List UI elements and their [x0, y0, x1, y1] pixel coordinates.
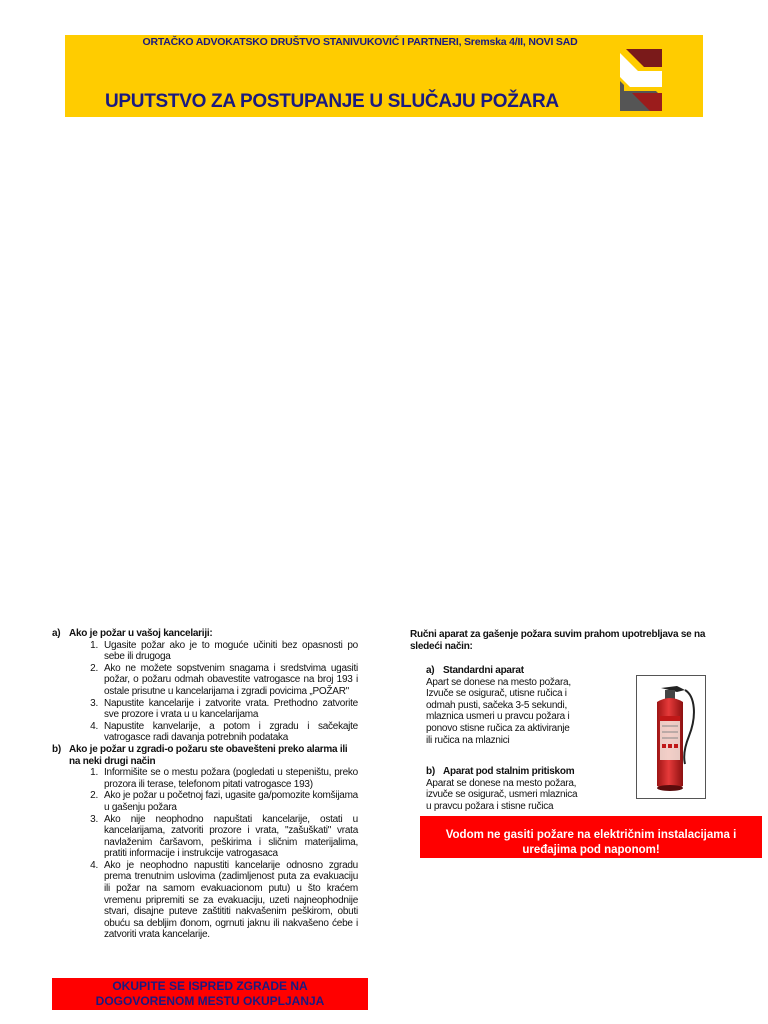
list-item: 1. Informišite se o mestu požara (pogledati u stepeništu, preko prozora ili terase, telefonom pitati vatrogasce 193): [90, 767, 358, 790]
building-steps: [52, 767, 358, 941]
header-banner: [65, 35, 703, 117]
list-item: 2. Ako je požar u početnoj fazi, ugasite ga/pomozite komšijama u gašenju požara: [90, 790, 358, 813]
gathering-notice: OKUPITE SE ISPRED ZGRADE NA DOGOVORENOM MESTU OKUPLJANJA: [52, 978, 368, 1010]
electrical-warning: Vodom ne gasiti požare na električnim instalacijama i uređajima pod naponom!: [420, 816, 762, 858]
list-item: 4. Ako je neophodno napustiti kancelarije odnosno zgradu prema trenutnim uslovima (zadimljenost puta za evakuaciju ili požar na samom evakuacionom putu) u što kraćem vremenu pripremiti se za evakuaciju, uzeti najneophodnije stvari, disajne puteve zaštititi nakvašenim peškirom, obuti obuću sa debljim đonom, ogrnuti jaknu ili nakvašeno ćebe i zatvoriti vrata kancelarije.: [90, 859, 358, 941]
fire-extinguisher-photo: [636, 675, 706, 799]
list-item: 4. Napustite kanvelarije, a potom i zgradu i sačekajte vatrogasce radi davanja potrebnih podataka: [90, 720, 358, 744]
firm-address: ORTAČKO ADVOKATSKO DRUŠTVO STANIVUKOVIĆ I PARTNERI, Sremska 4/II, NOVI SAD: [142, 36, 578, 48]
fire-procedures: [52, 628, 358, 941]
page-title: UPUTSTVO ZA POSTUPANJE U SLUČAJU POŽARA: [105, 91, 559, 112]
extinguisher-intro: Ručni aparat za gašenje požara suvim prahom upotrebljava se na sledeći način:: [410, 629, 706, 652]
section-heading-building: b) Ako je požar u zgradi-o požaru ste obavešteni preko alarma ili na neki drugi način: [52, 743, 348, 767]
list-item: 1. Ugasite požar ako je to moguće učiniti bez opasnosti po sebe ili drugoga: [90, 639, 358, 663]
office-steps: [52, 640, 358, 744]
list-item: 3. Napustite kancelarije i zatvorite vrata. Prethodno zatvorite sve prozore i vrata u u kancelarijama: [90, 697, 358, 721]
fire-extinguisher-icon: [637, 676, 705, 798]
standard-extinguisher: a) Standardni aparat Apart se donese na mesto požara, Izvuče se osigurač, utisne ručica i odmah pusti, sačeka 3-5 sekundi, mlaznica usmeri u pravcu požara i ponovo stisne ručica za aktiviranje ili ručica na mlaznici: [426, 665, 571, 746]
list-item: 2. Ako ne možete sopstvenim snagama i sredstvima ugasiti požar, o požaru odmah obavestite vatrogasce na broj 193 i ostale prisutne u kancelarijama i zgradi povicima „POŽAR": [90, 662, 358, 697]
section-heading-office: a) Ako je požar u vašoj kancelariji:: [52, 628, 213, 639]
extinguisher-instructions: [410, 629, 710, 812]
pressure-extinguisher: b) Aparat pod stalnim pritiskom Aparat se donese na mesto požara, izvuče se osigurač, usmeri mlaznica u pravcu požara i stisne ručica: [426, 766, 578, 812]
firm-logo-icon: [620, 45, 662, 111]
list-item: 3. Ako nije neophodno napuštati kancelarije, ostati u kancelarijama, zatvoriti prozore i vrata, "zašuškati" vrata navlaženim čaršavom, peškirima i sličnim materijalima, pratiti informacije i instrukcije vatrogasaca: [90, 813, 358, 860]
